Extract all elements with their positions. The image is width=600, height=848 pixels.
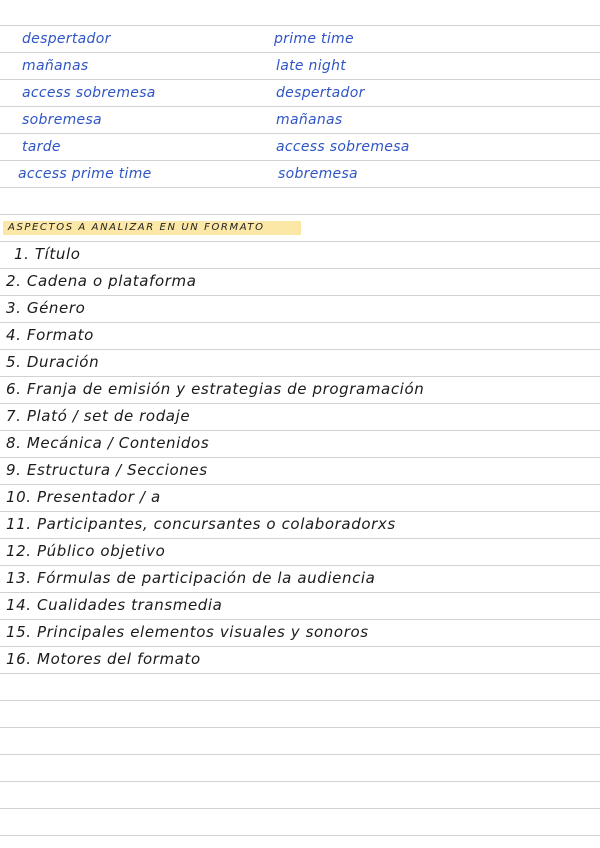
list-item-13: 13. Fórmulas de participación de la audiencia [6, 569, 376, 587]
left-slot-6: access prime time [18, 166, 152, 182]
left-slot-3: access sobremesa [22, 85, 156, 101]
list-item-12: 12. Público objetivo [6, 542, 166, 560]
list-item-11: 11. Participantes, concursantes o colaboradorxs [6, 515, 396, 533]
left-slot-2: mañanas [22, 58, 89, 74]
list-item-7: 7. Plató / set de rodaje [6, 407, 191, 425]
list-item-14: 14. Cualidades transmedia [6, 596, 223, 614]
list-item-10: 10. Presentador / a [6, 488, 161, 506]
right-slot-5: access sobremesa [276, 139, 410, 155]
list-item-4: 4. Formato [6, 326, 94, 344]
list-item-1: 1. Título [14, 245, 81, 263]
right-slot-2: late night [276, 58, 347, 74]
list-item-6: 6. Franja de emisión y estrategias de programación [6, 380, 425, 398]
list-item-5: 5. Duración [6, 353, 100, 371]
right-slot-3: despertador [276, 85, 365, 101]
list-item-16: 16. Motores del formato [6, 650, 201, 668]
right-slot-4: mañanas [276, 112, 343, 128]
list-item-9: 9. Estructura / Secciones [6, 461, 208, 479]
left-slot-1: despertador [22, 31, 111, 47]
list-item-3: 3. Género [6, 299, 86, 317]
list-item-15: 15. Principales elementos visuales y sonoros [6, 623, 369, 641]
right-slot-1: prime time [274, 31, 354, 47]
list-item-8: 8. Mecánica / Contenidos [6, 434, 210, 452]
left-slot-4: sobremesa [22, 112, 102, 128]
right-slot-6: sobremesa [278, 166, 358, 182]
section-heading: ASPECTOS A ANALIZAR EN UN FORMATO [8, 222, 265, 233]
list-item-2: 2. Cadena o plataforma [6, 272, 197, 290]
left-slot-5: tarde [22, 139, 61, 155]
